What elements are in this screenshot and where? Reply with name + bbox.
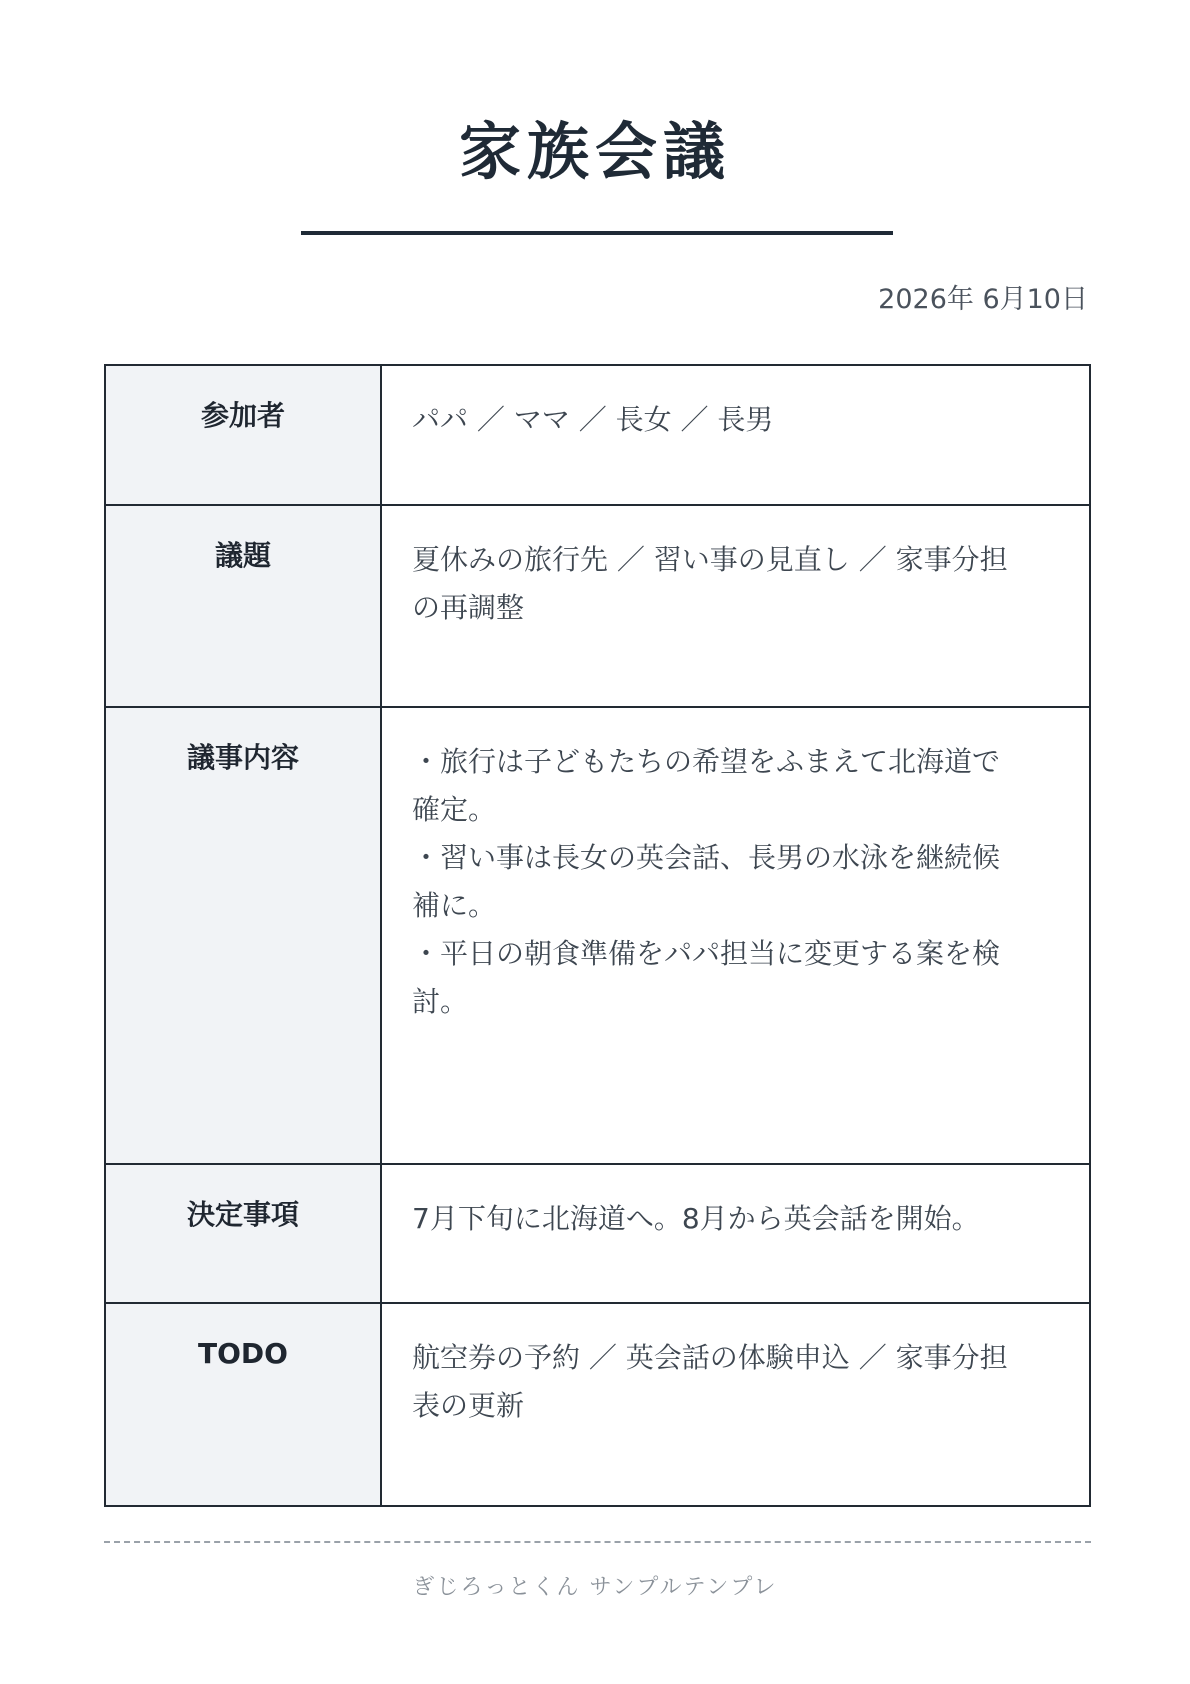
agenda-label: 議題 (105, 505, 381, 707)
agenda-line: 夏休みの旅行先 ／ 習い事の見直し ／ 家事分担 (412, 543, 1008, 576)
row-agenda (105, 505, 1090, 707)
agenda-line: の再調整 (412, 591, 525, 624)
participants-line: パパ ／ ママ ／ 長女 ／ 長男 (412, 403, 774, 436)
todo-line: 航空券の予約 ／ 英会話の体験申込 ／ 家事分担 (412, 1341, 1008, 1374)
todo-line: 表の更新 (412, 1389, 525, 1422)
discussion-line: 補に。 (412, 889, 497, 922)
row-todo (105, 1303, 1090, 1506)
todo-label: TODO (105, 1303, 381, 1506)
discussion-line: 討。 (412, 985, 469, 1018)
decisions-line: 7月下旬に北海道へ。8月から英会話を開始。 (412, 1202, 980, 1235)
title-underline (301, 231, 893, 235)
participants-label: 参加者 (105, 365, 381, 505)
decisions-label: 決定事項 (105, 1164, 381, 1303)
participants-value (381, 365, 1090, 505)
minutes-table (104, 364, 1091, 1507)
discussion-line: ・平日の朝食準備をパパ担当に変更する案を検 (412, 937, 1001, 970)
row-participants (105, 365, 1090, 505)
discussion-line: 確定。 (412, 793, 497, 826)
row-discussion (105, 707, 1090, 1164)
todo-value (381, 1303, 1090, 1506)
meeting-date: 2026年 6月10日 (878, 284, 1088, 315)
footer-divider (104, 1541, 1091, 1543)
discussion-line: ・習い事は長女の英会話、長男の水泳を継続候 (412, 841, 1001, 874)
document-title: 家族会議 (458, 115, 731, 188)
discussion-line: ・旅行は子どもたちの希望をふまえて北海道で (412, 745, 1001, 778)
footer-text: ぎじろっとくん サンプルテンプレ (412, 1575, 778, 1600)
row-decisions (105, 1164, 1090, 1303)
decisions-value (381, 1164, 1090, 1303)
discussion-label: 議事内容 (105, 707, 381, 1164)
discussion-value (381, 707, 1090, 1164)
agenda-value (381, 505, 1090, 707)
